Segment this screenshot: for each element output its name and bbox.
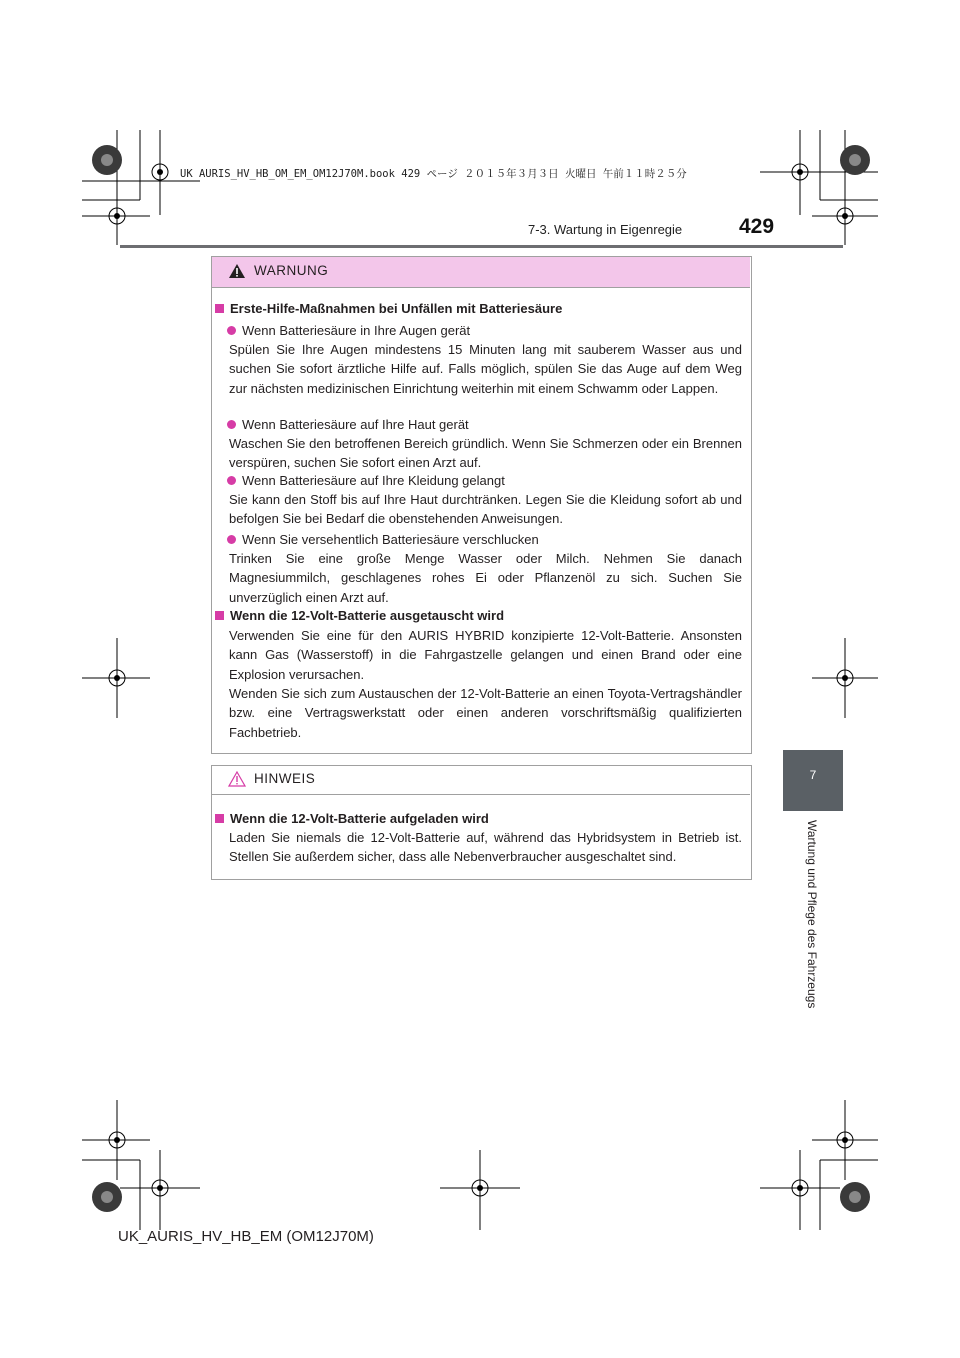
paragraph: Laden Sie niemals die 12-Volt-Batterie auf, während das Hybridsystem in Betrieb ist. Stellen Sie außerdem sicher, dass alle Nebenverbraucher ausgeschaltet sind. <box>229 830 742 865</box>
warning-heading-1: Erste-Hilfe-Maßnahmen bei Unfällen mit Batteriesäure <box>215 299 562 318</box>
chapter-number: 7 <box>809 768 817 782</box>
bullet-icon <box>227 476 236 485</box>
section-title: 7-3. Wartung in Eigenregie <box>528 222 683 237</box>
list-item-text: Waschen Sie den betroffenen Bereich gründlich. Wenn Sie Schmerzen oder ein Brennen verspüren, suchen Sie sofort einen Arzt auf. <box>229 436 742 471</box>
warning-title: WARNUNG <box>254 263 329 278</box>
footer-model-code: UK_AURIS_HV_HB_EM (OM12J70M) <box>118 1228 374 1245</box>
chapter-title: Wartung und Pflege des Fahrzeugs <box>805 820 819 1009</box>
heading-square-icon <box>215 611 224 620</box>
list-item: Wenn Batteriesäure auf Ihre Kleidung gelangt <box>227 471 505 490</box>
bullet-icon <box>227 326 236 335</box>
warning-heading-2: Wenn die 12-Volt-Batterie ausgetauscht wird <box>215 606 504 625</box>
list-item: Wenn Sie versehentlich Batteriesäure verschlucken <box>227 530 539 549</box>
heading-square-icon <box>215 304 224 313</box>
notice-heading: Wenn die 12-Volt-Batterie aufgeladen wird <box>215 809 489 828</box>
page-number: 429 <box>739 215 775 238</box>
list-item: Wenn Batteriesäure auf Ihre Haut gerät <box>227 415 469 434</box>
header-rule <box>120 245 843 248</box>
list-item-text: Sie kann den Stoff bis auf Ihre Haut durchtränken. Legen Sie die Kleidung sofort ab und befolgen Sie bei Bedarf die obenstehenden Anweisungen. <box>229 492 742 527</box>
list-item-text: Trinken Sie eine große Menge Wasser oder Milch. Nehmen Sie danach Magnesiummilch, geschlagenes rohes Ei oder Pflanzenöl zu sich. Suchen Sie unverzüglich einen Arzt auf. <box>229 551 742 605</box>
list-item: Wenn Batteriesäure in Ihre Augen gerät <box>227 321 470 340</box>
print-metadata: UK AURIS_HV_HB_OM_EM_OM12J70M.book 429 ページ ２０１５年３月３日 火曜日 午前１１時２５分 <box>180 168 687 180</box>
warning-triangle-icon <box>228 263 246 279</box>
notice-title: HINWEIS <box>254 771 316 786</box>
heading-square-icon <box>215 814 224 823</box>
list-item-text: Spülen Sie Ihre Augen mindestens 15 Minuten lang mit sauberem Wasser aus und suchen Sie sofort ärztliche Hilfe auf. Falls möglich, spülen Sie das Auge auf dem Weg zur nächsten medizinischen Einrichtung weiterhin mit einem Schwamm oder Lappen. <box>229 342 742 396</box>
paragraph: Wenden Sie sich zum Austauschen der 12-Volt-Batterie an einen Toyota-Vertragshändler bzw. eine Vertragswerkstatt oder einen anderen vorschriftsmäßig qualifizierten Fachbetrieb. <box>229 686 742 740</box>
warning-header <box>212 257 750 288</box>
notice-header <box>212 766 750 795</box>
bullet-icon <box>227 535 236 544</box>
caution-triangle-icon <box>228 771 246 787</box>
paragraph: Verwenden Sie eine für den AURIS HYBRID konzipierte 12-Volt-Batterie. Ansonsten kann Gas (Wasserstoff) in die Fahrgastzelle gelangen und einen Brand oder eine Explosion verursachen. <box>229 628 742 682</box>
bullet-icon <box>227 420 236 429</box>
